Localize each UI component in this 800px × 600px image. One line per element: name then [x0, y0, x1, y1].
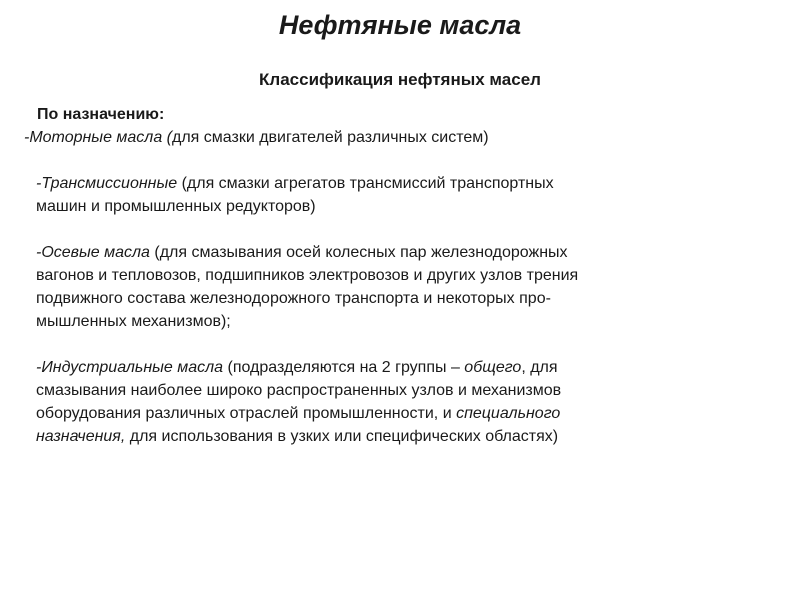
item-axle-oils: [24, 241, 714, 333]
industrial-desc-line1-end: , для: [521, 359, 558, 376]
industrial-desc-line4: для использования в узких или специфических областях): [125, 428, 559, 445]
axle-desc-line4: мышленных механизмов);: [36, 313, 231, 330]
industrial-special-term: специального: [456, 405, 561, 422]
industrial-desc-line3: оборудования различных отраслей промышленности, и: [36, 405, 457, 422]
axle-desc-line1: (для смазывания осей колесных пар железнодорожных: [149, 244, 568, 261]
industrial-purpose-term: назначения,: [36, 428, 126, 445]
axle-desc-line2: вагонов и тепловозов, подшипников электровозов и других узлов трения: [36, 267, 579, 284]
slide-title: Нефтяные масла: [278, 10, 522, 40]
item-industrial-oils: [24, 356, 714, 448]
industrial-desc-line1: (подразделяются на 2 группы –: [223, 359, 465, 376]
transmission-term: -Трансмиссионные: [36, 175, 178, 192]
motor-term: -Моторные масла (: [24, 129, 172, 146]
item-motor-oils: [24, 126, 714, 149]
industrial-desc-line2: смазывания наиболее широко распространенных узлов и механизмов: [36, 382, 562, 399]
slide-body: [24, 103, 714, 448]
axle-desc-line3: подвижного состава железнодорожного транспорта и некоторых про-: [36, 290, 551, 307]
section-heading: По назначению:: [37, 106, 165, 123]
item-transmission-oils: [24, 172, 714, 218]
industrial-general-term: общего: [464, 359, 522, 376]
industrial-term: -Индустриальные масла: [36, 359, 224, 376]
motor-description: для смазки двигателей различных систем): [171, 129, 489, 146]
axle-term: -Осевые масла: [36, 244, 150, 261]
slide-subtitle: Классификация нефтяных масел: [259, 70, 541, 89]
transmission-desc-line2: машин и промышленных редукторов): [36, 198, 316, 215]
transmission-desc-line1: (для смазки агрегатов трансмиссий транспортных: [177, 175, 554, 192]
